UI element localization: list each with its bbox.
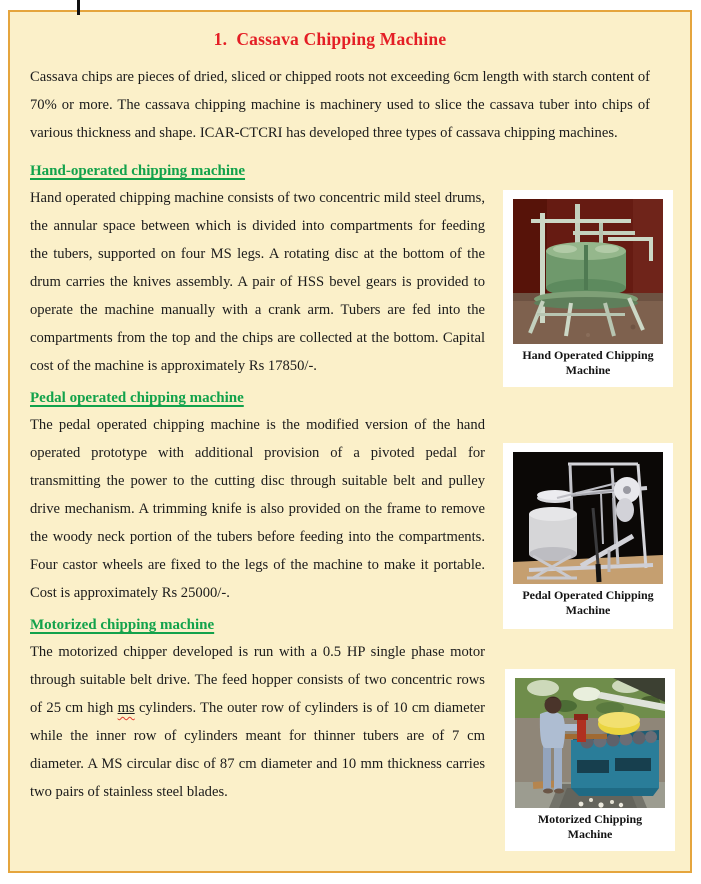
caption-line-1: Pedal Operated Chipping <box>522 588 654 602</box>
motorized-text-part1: The motorized chipper developed is run with a 0.5 HP single phase motor through suitable belt drive. The feed hopper consists of two concentric rows of 25 cm high <box>30 644 485 716</box>
figure-hand-operated <box>503 190 673 387</box>
image-caption <box>513 588 663 618</box>
underlined-word <box>118 700 135 716</box>
caption-line-1: Motorized Chipping <box>537 812 643 826</box>
page-title: 1. Cassava Chipping Machine <box>213 29 447 49</box>
text-cursor-artifact <box>77 0 80 15</box>
section-heading-motorized: Motorized chipping machine <box>30 617 215 633</box>
figure-motorized <box>505 669 675 851</box>
spellcheck-squiggle-word: ms <box>117 700 135 716</box>
pedal-operated-machine-photo <box>513 452 663 584</box>
motorized-machine-photo <box>515 678 665 808</box>
hand-operated-machine-photo <box>513 199 663 344</box>
caption-line-2: Machine <box>565 363 611 377</box>
section-paragraph-motorized <box>30 638 485 806</box>
caption-line-2: Machine <box>567 827 613 841</box>
section-paragraph-pedal-operated: The pedal operated chipping machine is the modified version of the hand operated prototype with additional provision of a pivoted pedal for transmitting the power to the cutting disc through suitable belt and pulley drive mechanism. A trimming knife is also provided on the frame to remove the woody neck portion of the tubers before feeding into the compartments. Four castor wheels are fixed to the legs of the machine to make it portable. Cost is approximately Rs 25000/-. <box>30 417 485 601</box>
intro-paragraph: Cassava chips are pieces of dried, sliced or chipped roots not exceeding 6cm length with starch content of 70% or more. The cassava chipping machine is machinery used to slice the cassava tuber into chips of various thickness and shape. ICAR-CTCRI has developed three types of cassava chipping machines. <box>30 69 650 141</box>
section-paragraph-hand-operated: Hand operated chipping machine consists of two concentric mild steel drums, the annular space between which is divided into compartments for feeding the tubers, supported on four MS legs. A rotating disc at the bottom of the drum carries the knives assembly. A pair of HSS bevel gears is provided to operate the machine manually with a crank arm. Tubers are fed into the compartments from the top and the chips are collected at the bottom. Capital cost of the machine is approximately Rs 17850/-. <box>30 190 485 374</box>
caption-line-1: Hand Operated Chipping <box>522 348 654 362</box>
section-heading-pedal-operated: Pedal operated chipping machine <box>30 390 244 406</box>
image-caption <box>513 348 663 378</box>
motorized-text-part2: cylinders. The outer row of cylinders is of 10 cm diameter while the inner row of cylinders meant for thinner tubers are of 7 cm diameter. A MS circular disc of 87 cm diameter and 10 mm thickness carries two pairs of stainless steel blades. <box>30 700 485 800</box>
section-heading-hand-operated: Hand-operated chipping machine <box>30 163 246 179</box>
figure-pedal-operated <box>503 443 673 629</box>
caption-line-2: Machine <box>565 603 611 617</box>
image-caption <box>515 812 665 842</box>
content-frame <box>8 10 692 873</box>
